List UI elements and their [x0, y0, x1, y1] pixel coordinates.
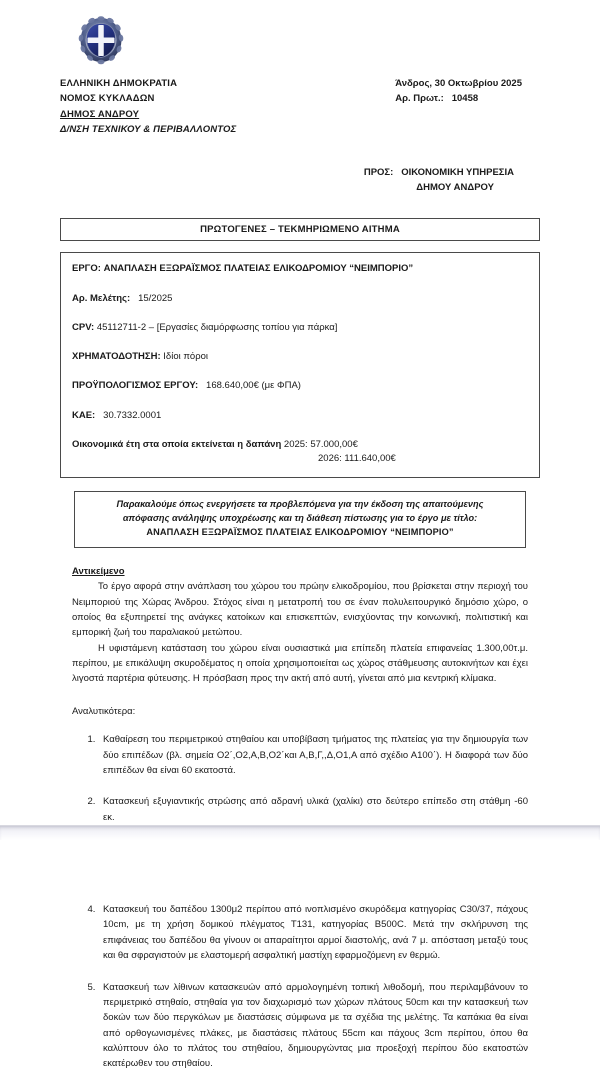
project-details-box	[60, 252, 540, 478]
list-item: 1. Καθαίρεση του περιμετρικού στηθαίου και υποβίβαση τμήματος της πλατείας για την δημιουργία των δύο επιπέδων (βλ. σημεία Ο2΄,Ο2,Α,Β,Ο2΄και Α,Β,Γ,,Δ,Ο1,Α από σχέδιο Α100΄). Η διαφορά των δύο επιπέδων θα είναι 60 εκατοστά.	[98, 732, 528, 778]
request-line-1: Παρακαλούμε όπως ενεργήσετε τα προβλεπόμενα για την έκδοση της απαιτούμενης	[116, 499, 484, 510]
funding-value: Ιδίοι πόροι	[163, 351, 208, 362]
funding-label: ΧΡΗΜΑΤΟΔΟΤΗΣΗ:	[72, 351, 161, 362]
sender-line-3: ΔΗΜΟΣ ΑΝΔΡΟΥ	[60, 108, 140, 120]
place-and-date: Άνδρος, 30 Οκτωβρίου 2025	[395, 78, 522, 89]
request-line-2: απόφασης ανάληψης υποχρέωσης και τη διάθεση πίστωσης για το έργο με τίτλο:	[122, 513, 478, 524]
paragraph-scope-1: Το έργο αφορά στην ανάπλαση του χώρου του πρώην ελικοδρομίου, που βρίσκεται στην περιοχή του Νειμποριού της Χώρας Άνδρου. Στόχος είναι η μετατροπή του σε έναν πολυλειτουργικό δημόσιο χώρο, ο οποίος θα εξυπηρετεί της ανάγκες κατοίκων και επισκεπτών, ενισχύοντας την κοινωνική, πολιτιστική και εμπορική ζωή του παραλιακού μετώπου.	[72, 581, 528, 639]
recipient-line-2: ΔΗΜΟΥ ΑΝΔΡΟΥ	[416, 181, 494, 193]
emblem-container	[60, 14, 540, 72]
body-content-continued	[60, 902, 540, 1072]
works-list-page-2	[72, 902, 528, 1072]
sender-line-2: ΝΟΜΟΣ ΚΥΚΛΑΔΩΝ	[60, 93, 155, 105]
detail-budget	[72, 379, 528, 393]
fiscal-years-label: Οικονομικά έτη στα οποία εκτείνεται η δαπάνη	[72, 438, 282, 450]
sender-line-4: Δ/ΝΣΗ ΤΕΧΝΙΚΟΥ & ΠΕΡΙΒΑΛΛΟΝΤΟΣ	[60, 124, 237, 136]
detail-funding	[72, 350, 528, 364]
budget-label: ΠΡΟΫΠΟΛΟΓΙΣΜΟΣ ΕΡΓΟΥ:	[72, 380, 199, 392]
recipient-label: ΠΡΟΣ:	[363, 166, 394, 178]
project-label: ΕΡΓΟ:	[72, 263, 101, 275]
list-item: 5. Κατασκευή των λίθινων κατασκευών από αρμολογημένη τοπική λιθοδομή, που περιλαμβάνουν το περιμετρικό στηθαίο, στηθαία για τον διαχωρισμό των χώρων πλάτους 50cm και την κατασκευή των δοκών των δύο περγκόλων με διαστάσεις σύμφωνα με τα σχέδια της μελέτης. Τα καπάκια θα είναι από ορθογωνισμένες πλάκες, με διαστάσεις πλάτους 55cm και πάχους 3cm περίπου, όπου θα καλύπτουν όλο το πλάτος του στηθαίου, δημιουργώντας μια προεξοχή περίπου δύο εκατοστών εκατέρωθεν του στηθαίου.	[98, 980, 528, 1072]
study-value: 15/2025	[138, 292, 173, 304]
recipient-line-1: ΟΙΚΟΝΟΜΙΚΗ ΥΠΗΡΕΣΙΑ	[401, 166, 514, 178]
fiscal-year-2026: 2026: 111.640,00€	[318, 453, 396, 464]
document-meta	[395, 76, 540, 107]
cpv-label: CPV:	[72, 321, 95, 333]
document-type-title-box	[60, 218, 540, 241]
request-statement-box	[74, 491, 526, 548]
document-type-title: ΠΡΩΤΟΓΕΝΕΣ – ΤΕΚΜΗΡΙΩΜΕΝΟ ΑΙΤΗΜΑ	[200, 224, 400, 236]
study-label: Αρ. Μελέτης:	[72, 292, 131, 304]
letterhead	[60, 0, 540, 195]
greek-coat-of-arms-icon	[76, 14, 126, 68]
budget-value: 168.640,00€ (με ΦΠΑ)	[206, 380, 301, 392]
section-heading-object: Αντικείμενο	[72, 566, 125, 578]
lead-in-text: Αναλυτικότερα:	[72, 705, 136, 717]
sender-line-1: ΕΛΛΗΝΙΚΗ ΔΗΜΟΚΡΑΤΙΑ	[60, 78, 178, 89]
protocol-line	[395, 91, 522, 106]
kae-label: ΚΑΕ:	[72, 409, 96, 421]
project-title: ΑΝΑΠΛΑΣΗ ΕΞΩΡΑΪΣΜΟΣ ΠΛΑΤΕΙΑΣ ΕΛΙΚΟΔΡΟΜΙΟΥ “ΝΕΙΜΠΟΡΙΟ”	[103, 263, 414, 275]
sender-block	[60, 76, 236, 138]
request-project-title: ΑΝΑΠΛΑΣΗ ΕΞΩΡΑΪΣΜΟΣ ΠΛΑΤΕΙΑΣ ΕΛΙΚΟΔΡΟΜΙΟΥ “ΝΕΙΜΠΟΡΙΟ”	[146, 527, 454, 538]
fiscal-year-2025: 2025: 57.000,00€	[283, 438, 358, 450]
cpv-value: 45112711-2 – [Εργασίες διαμόρφωσης τοπίου για πάρκα]	[96, 321, 338, 333]
kae-value: 30.7332.0001	[103, 409, 162, 421]
protocol-number: 10458	[451, 93, 479, 105]
document-page-2	[0, 840, 600, 1072]
detail-cpv	[72, 321, 528, 335]
paragraph-scope-2: Η υφιστάμενη κατάσταση του χώρου είναι ουσιαστικά μια επίπεδη πλατεία επιφανείας 1.300,00τ.μ. περίπου, με επικάλυψη σκυροδέματος η οποία χρησιμοποιείται ως χώρος στάθμευσης αυτοκινήτων και έχει λιγοστά παρτέρια φύτευσης. Η πρόσβαση προς την ακτή από αυτή, γίνεται από μια κεντρική κλίμακα.	[72, 642, 528, 685]
recipient-block	[60, 165, 540, 196]
list-item: 4. Κατασκευή του δαπέδου 1300μ2 περίπου από ινοπλισμένο σκυρόδεμα κατηγορίας C30/37, πάχους 10cm, με τη χρήση δομικού πλέγματος Τ131, κατηγορίας B500C. Μετά την σκλήρυνση της επιφάνειας του δαπέδου θα γίνουν οι απαραίτητοι αρμοί διαστολής, ανά 7 μ. απόσταση μεταξύ τους και θα σφραγιστούν με ελαστομερή ασφαλτική μαστίχη εφαρμοζόμενη εν θερμώ.	[98, 902, 528, 964]
detail-study	[72, 292, 528, 306]
detail-kae	[72, 409, 528, 423]
detail-project	[72, 262, 528, 276]
detail-fiscal-years	[72, 438, 528, 452]
protocol-label: Αρ. Πρωτ.:	[395, 93, 444, 105]
list-item: 2. Κατασκευή εξυγιαντικής στρώσης από αδρανή υλικά (χαλίκι) στο δεύτερο επίπεδο στη στάθμη -60 εκ.	[98, 794, 528, 825]
